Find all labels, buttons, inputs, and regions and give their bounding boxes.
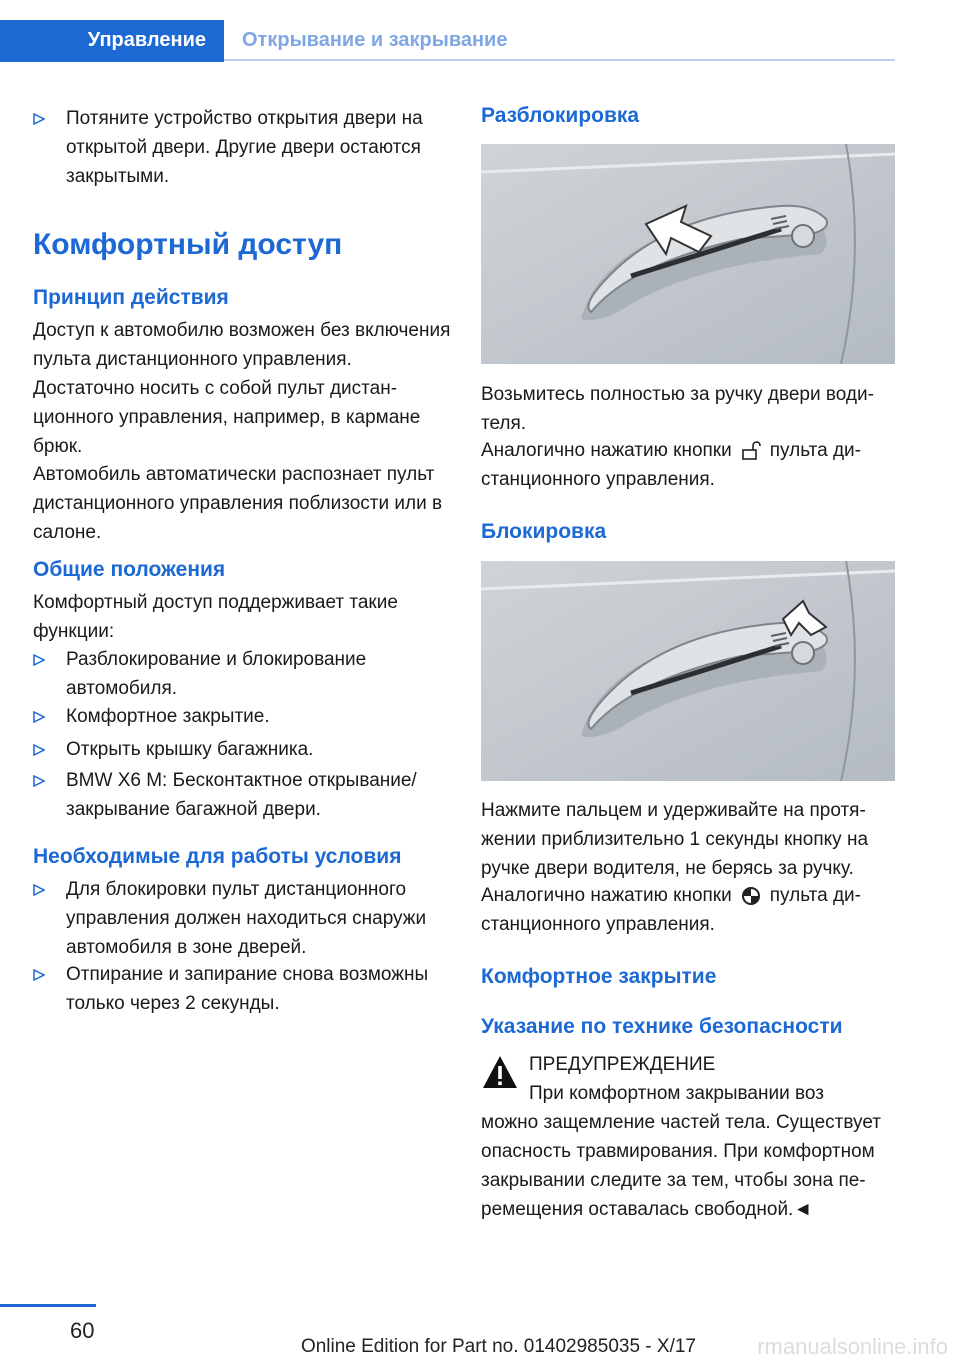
paragraph: Доступ к автомобилю возможен без включения пульта дистанционного управления. (33, 320, 451, 370)
warning-icon (481, 1054, 519, 1090)
heading-comfort-close: Комфортное закрытие (481, 965, 717, 988)
paragraph: Нажмите пальцем и удерживайте на протяжении приблизительно 1 секунды кнопку на ручке двери водителя, не берясь за ручку. (481, 800, 869, 879)
paragraph: Аналогично нажатию кнопки пульта дистанционного управления. (481, 885, 861, 935)
heading-safety: Указание по технике безопасности (481, 1015, 843, 1038)
bullet-triangle-icon (33, 711, 45, 723)
header-divider (224, 59, 895, 61)
watermark: rmanualsonline.info (757, 1334, 948, 1359)
edition-info: Online Edition for Part no. 01402985035 - X/17 (300, 1336, 696, 1357)
tab-open-close[interactable]: Открывание и закрывание (242, 29, 508, 51)
bullet-triangle-icon (33, 744, 45, 756)
tab-control-label: Управление (87, 29, 206, 51)
bullet-triangle-icon (33, 775, 45, 787)
heading-general: Общие положения (33, 558, 226, 581)
header-bar (0, 0, 960, 62)
heading-lock: Блокировка (481, 520, 607, 543)
paragraph: Автомобиль автоматически распознает пульт дистанционного управления поблизости или в салоне. (33, 464, 443, 543)
warning-text: При комфортном закрывании воз (529, 1083, 824, 1104)
door-handle-unlock-image (481, 144, 895, 364)
paragraph: Достаточно носить с собой пульт дистанционного управления, например, в кармане брюк. (33, 378, 421, 457)
bullet-triangle-icon (33, 654, 45, 666)
unlock-icon (740, 440, 762, 462)
paragraph: Возьмитесь полностью за ручку двери водителя. (481, 384, 874, 434)
door-handle-lock-image (481, 561, 895, 781)
bullet-triangle-icon (33, 884, 45, 896)
bullet-triangle-icon (33, 113, 45, 125)
heading-conditions: Необходимые для работы условия (33, 845, 402, 868)
footer-divider (0, 1304, 96, 1307)
bmw-logo-lock-icon (740, 885, 762, 907)
tab-control[interactable] (0, 20, 224, 62)
heading-principle: Принцип действия (33, 286, 229, 309)
page-number: 60 (70, 1318, 95, 1343)
warning-text: можно защемление частей тела. Существует опасность травмирования. При комфортном закрывании следите за тем, чтобы зона перемещения оставалась свободной.◄ (481, 1112, 881, 1220)
paragraph: Аналогично нажатию кнопки пульта дистанционного управления. (481, 440, 861, 490)
list-item: Потяните устройство открытия двери на открытой двери. Другие двери остаются закрытыми. (33, 104, 453, 192)
heading-unlock: Разблокировка (481, 104, 640, 127)
paragraph: Комфортный доступ поддерживает такие функции: (33, 592, 398, 642)
heading-comfort-access: Комфортный доступ (33, 228, 343, 261)
bullet-triangle-icon (33, 969, 45, 981)
warning-title: ПРЕДУПРЕЖДЕНИЕ (529, 1054, 716, 1075)
